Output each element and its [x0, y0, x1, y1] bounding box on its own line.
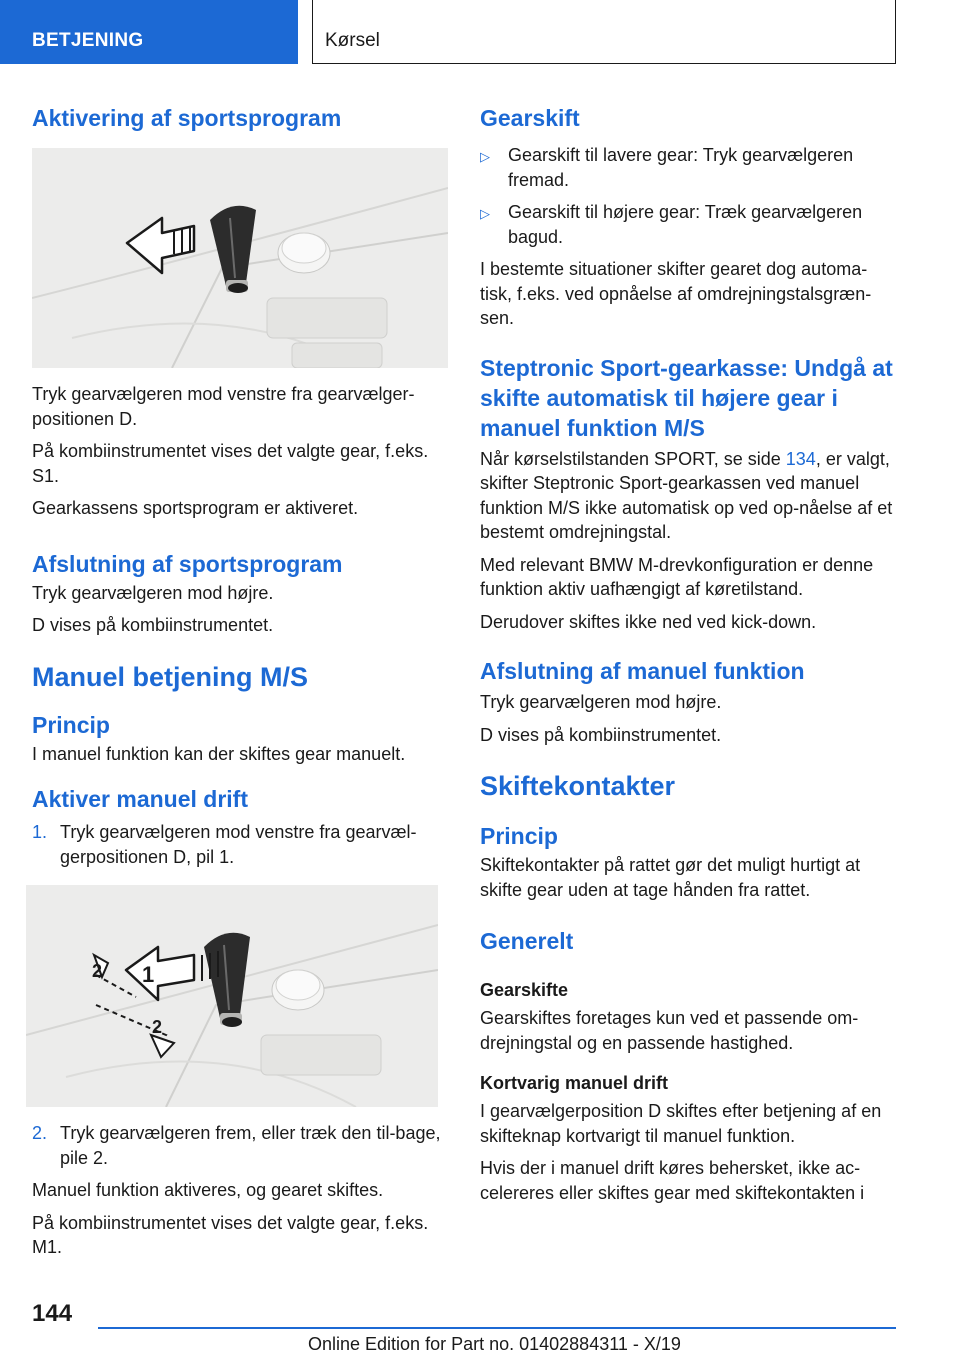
paragraph: Med relevant BMW M-drevkonfiguration er denne funktion aktiv uafhængigt af køretilstand.	[480, 554, 874, 599]
footer-divider	[98, 1327, 896, 1329]
left-column	[32, 100, 448, 1260]
step-text: Tryk gearvælgeren mod venstre fra gearvæl-gerpositionen D, pil 1.	[60, 822, 417, 867]
paragraph: Tryk gearvælgeren mod venstre fra gearvælger-positionen D.	[32, 384, 415, 429]
paragraph: I gearvælgerposition D skiftes efter betjening af en skifteknap kortvarigt til manuel funktion.	[480, 1101, 882, 1146]
page-link[interactable]: 134	[785, 448, 816, 469]
gear-selector-illustration-2	[26, 885, 438, 1107]
step-number: 2.	[32, 1123, 48, 1143]
heading-steptronic: Steptronic Sport-gearkasse: Undgå at skifte automatisk til højere gear i manuel funktion M/S	[480, 354, 893, 441]
step-text: Tryk gearvælgeren frem, eller træk den til-bage, pile 2.	[60, 1123, 441, 1168]
subheading-gearshift: Gearskifte	[480, 980, 569, 1000]
heading-manual-operation: Manuel betjening M/S	[32, 661, 309, 692]
step-item	[32, 820, 448, 869]
gear-selector-drawing-2	[26, 885, 438, 1107]
heading-sport-end: Afslutning af sportsprogram	[32, 550, 343, 577]
heading-sport-activate: Aktivering af sportsprogram	[32, 105, 342, 131]
paragraph: Derudover skiftes ikke ned ved kick-down.	[480, 611, 817, 632]
paragraph: På kombiinstrumentet vises det valgte gear, f.eks. S1.	[32, 441, 429, 486]
right-column	[480, 100, 896, 1205]
heading-activate-manual: Aktiver manuel drift	[32, 786, 248, 812]
gear-selector-drawing	[32, 148, 448, 368]
paragraph: Manuel funktion aktiveres, og gearet skiftes.	[32, 1180, 384, 1200]
heading-gearshift: Gearskift	[480, 105, 580, 131]
step-item	[32, 1121, 448, 1170]
paragraph: Skiftekontakter på rattet gør det muligt hurtigt at skifte gear uden at tage hånden fra rattet.	[480, 855, 861, 900]
list-item-text: Gearskift til højere gear: Træk gearvælgeren bagud.	[508, 202, 863, 247]
heading-general: Generelt	[480, 928, 574, 954]
text-part: Når kørselstilstanden SPORT, se side	[480, 448, 786, 469]
paragraph: Gearkassens sportsprogram er aktiveret.	[32, 498, 359, 518]
subheading-short-manual: Kortvarig manuel drift	[480, 1073, 669, 1093]
list-item	[480, 200, 896, 249]
page-number: 144	[32, 1300, 73, 1327]
paragraph: D vises på kombiinstrumentet.	[480, 724, 722, 745]
text-part: , er valgt, skifter Steptronic Sport-gearkassen ved manuel funktion M/S ikke automatisk op ved op-nåelse af et bestemt omdrejningstal.	[480, 448, 893, 542]
step-number: 1.	[32, 822, 48, 842]
arrow-label-2b: 2	[152, 1017, 163, 1037]
heading-manual-end: Afslutning af manuel funktion	[480, 658, 805, 684]
paragraph: I bestemte situationer skifter gearet dog automa-tisk, f.eks. ved opnåelse af omdrejningstalsgræn-sen.	[480, 259, 872, 328]
paragraph: Gearskiftes foretages kun ved et passende om-drejningstal og en passende hastighed.	[480, 1008, 859, 1053]
paragraph-steptronic	[480, 447, 896, 545]
list-item-text: Gearskift til lavere gear: Tryk gearvælgeren fremad.	[508, 145, 854, 190]
gear-selector-illustration	[32, 148, 448, 368]
heading-shift-paddles: Skiftekontakter	[480, 771, 676, 801]
section-tab: BETJENING	[0, 0, 298, 64]
paragraph: I manuel funktion kan der skiftes gear manuelt.	[32, 743, 406, 764]
heading-principle-2: Princip	[480, 823, 558, 849]
footer-edition: Online Edition for Part no. 01402884311 - X/19	[308, 1334, 681, 1354]
paragraph: Tryk gearvælgeren mod højre.	[480, 692, 722, 712]
paragraph: Tryk gearvælgeren mod højre.	[32, 582, 274, 603]
arrow-label-2: 2	[92, 961, 103, 981]
paragraph: D vises på kombiinstrumentet.	[32, 615, 274, 635]
arrow-label-1: 1	[142, 962, 155, 987]
heading-principle: Princip	[32, 711, 110, 738]
triangle-right-outline-icon: ▷	[480, 206, 490, 221]
paragraph: Hvis der i manuel drift køres behersket, ikke ac-celereres eller skiftes gear med skiftekontakten i	[480, 1158, 865, 1203]
chapter-title: Kørsel	[312, 0, 896, 64]
list-item	[480, 143, 896, 192]
triangle-right-outline-icon: ▷	[480, 149, 490, 164]
paragraph: På kombiinstrumentet vises det valgte gear, f.eks. M1.	[32, 1212, 429, 1257]
